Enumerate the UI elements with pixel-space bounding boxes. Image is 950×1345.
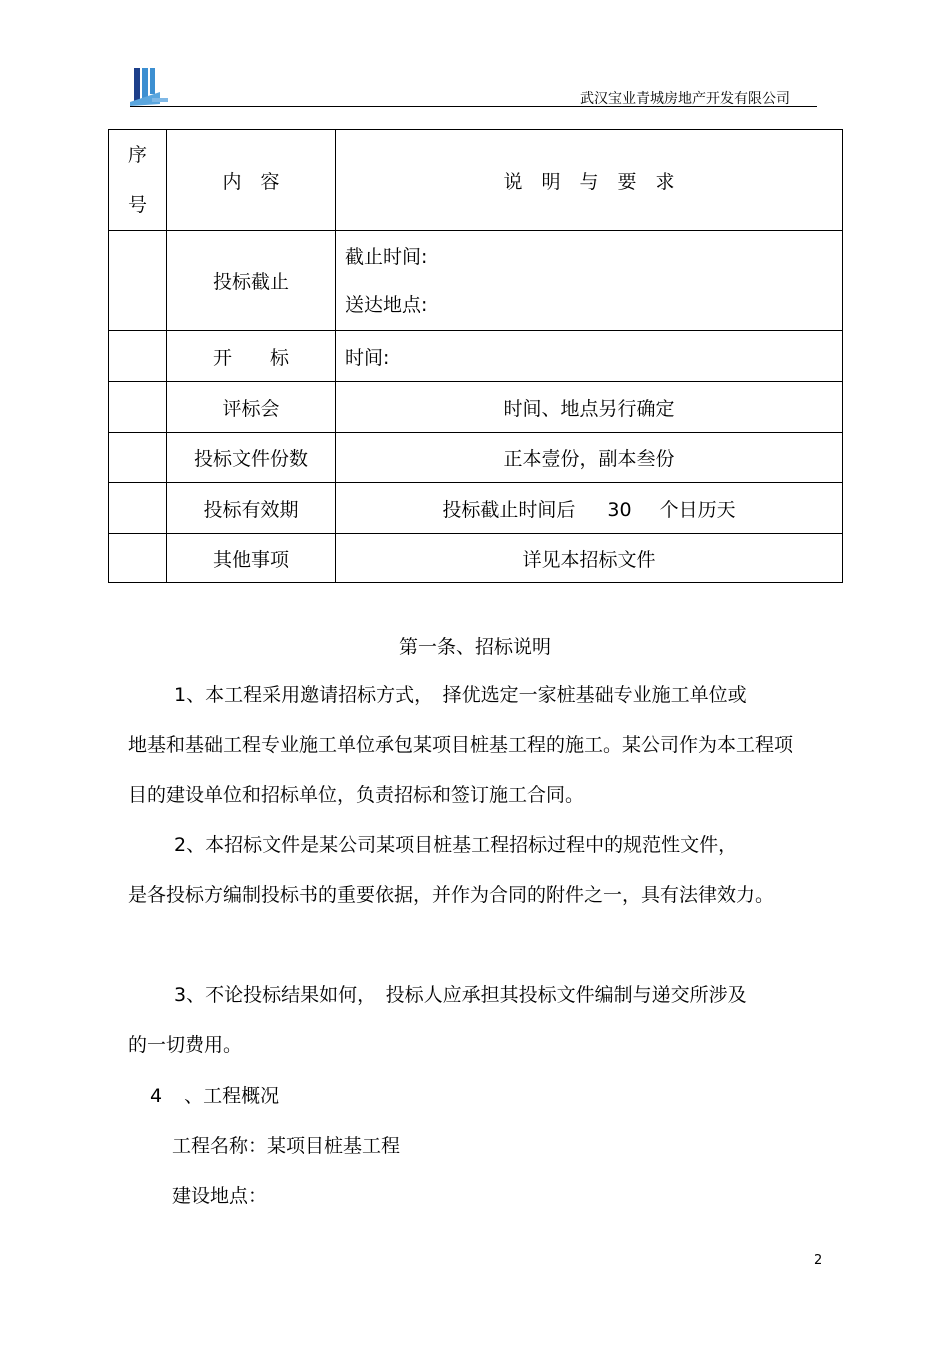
table-row bbox=[109, 483, 843, 534]
row-desc: 时间: bbox=[336, 331, 843, 382]
delivery-place-label: 送达地点: bbox=[345, 293, 428, 316]
item-4-heading: 4 、工程概况 bbox=[150, 1085, 280, 1107]
table-header-row bbox=[109, 130, 843, 231]
header-divider bbox=[130, 106, 817, 107]
row-seq bbox=[109, 231, 167, 331]
paragraph-2: 2、本招标文件是某公司某项目桩基工程招标过程中的规范性文件， 是各投标方编制投标书的重要依据，并作为合同的附件之一，具有法律效力。 bbox=[128, 834, 775, 906]
table-row bbox=[109, 231, 843, 331]
row-seq bbox=[109, 331, 167, 382]
header-seq: 序 号 bbox=[109, 130, 167, 231]
row-item: 开 标 bbox=[167, 331, 336, 382]
table-row bbox=[109, 433, 843, 483]
row-seq bbox=[109, 433, 167, 483]
build-site-line: 建设地点： bbox=[172, 1185, 268, 1207]
row-item: 投标文件份数 bbox=[167, 433, 336, 483]
row-desc: 投标截止时间后 30 个日历天 bbox=[336, 483, 843, 534]
row-desc: 详见本招标文件 bbox=[336, 534, 843, 583]
company-logo bbox=[130, 66, 172, 106]
row-seq bbox=[109, 382, 167, 433]
deadline-time-label: 截止时间: bbox=[345, 245, 428, 268]
row-seq bbox=[109, 534, 167, 583]
row-seq bbox=[109, 483, 167, 534]
table-row bbox=[109, 534, 843, 583]
bidding-info-table bbox=[108, 129, 843, 583]
row-desc: 正本壹份，副本叁份 bbox=[336, 433, 843, 483]
header-description: 说 明 与 要 求 bbox=[336, 130, 843, 231]
header-content: 内 容 bbox=[167, 130, 336, 231]
row-desc bbox=[336, 231, 843, 331]
page-number: 2 bbox=[814, 1253, 823, 1268]
row-item: 投标截止 bbox=[167, 231, 336, 331]
row-item: 其他事项 bbox=[167, 534, 336, 583]
row-item: 评标会 bbox=[167, 382, 336, 433]
row-item: 投标有效期 bbox=[167, 483, 336, 534]
table-row bbox=[109, 382, 843, 433]
section-title: 第一条、招标说明 bbox=[398, 636, 551, 658]
table-row bbox=[109, 331, 843, 382]
row-desc: 时间、地点另行确定 bbox=[336, 382, 843, 433]
company-name: 武汉宝业青城房地产开发有限公司 bbox=[580, 91, 790, 107]
project-name-line: 工程名称：某项目桩基工程 bbox=[172, 1135, 401, 1157]
paragraph-3: 3、不论投标结果如何， 投标人应承担其投标文件编制与递交所涉及 的一切费用。 bbox=[128, 984, 747, 1056]
paragraph-1: 1、本工程采用邀请招标方式， 择优选定一家桩基础专业施工单位或 地基和基础工程专业施工单位承包某项目桩基工程的施工。某公司作为本工程项目的建设单位和招标单位，负责招标和签订施工合同。 bbox=[128, 684, 794, 806]
validity-days: 30 bbox=[607, 498, 632, 521]
